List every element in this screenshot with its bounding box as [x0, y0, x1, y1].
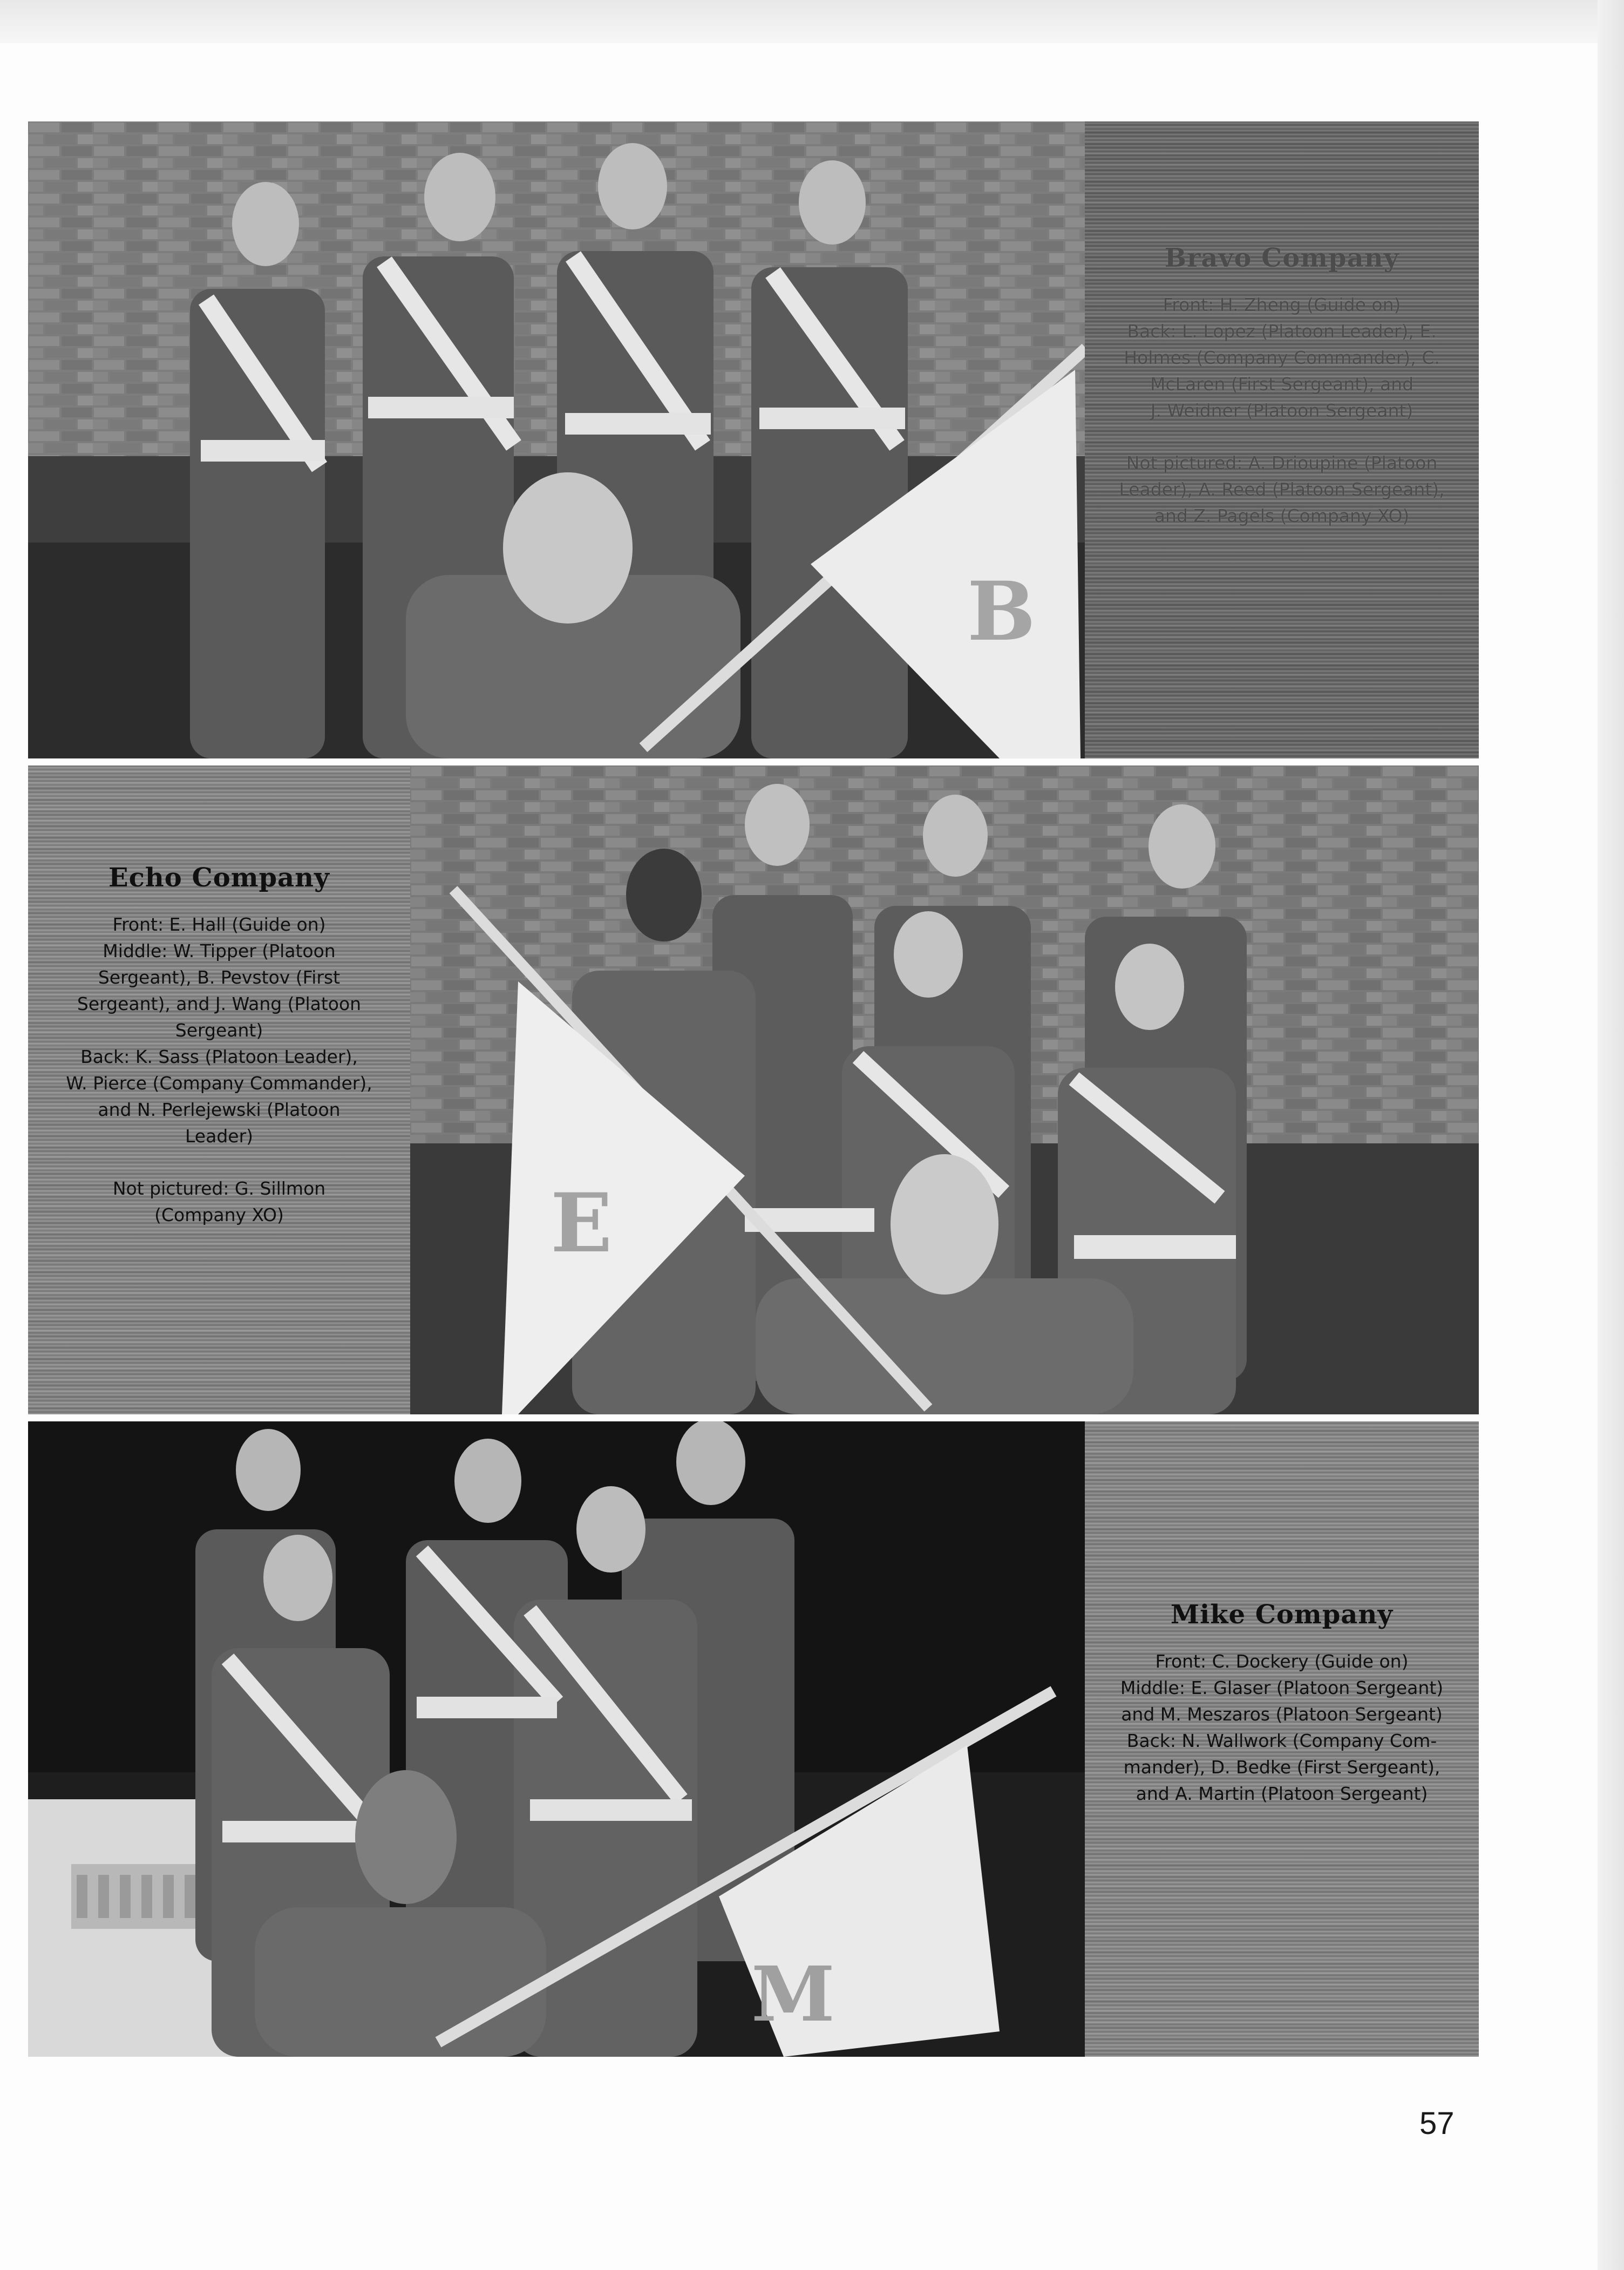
echo-guidon-letter: E	[551, 1176, 613, 1271]
caption-line: Front: E. Hall (Guide on)	[112, 914, 326, 935]
caption-line: J. Weidner (Platoon Sergeant)	[1150, 400, 1414, 421]
caption-line: Front: C. Dockery (Guide on)	[1155, 1651, 1409, 1672]
caption-line: Sergeant), B. Pevstov (First	[98, 967, 341, 988]
bravo-guidon-letter: B	[967, 564, 1036, 659]
scan-shadow-top	[0, 0, 1624, 43]
caption-line: (Company XO)	[154, 1204, 284, 1225]
caption-line: Holmes (Company Commander), C.	[1124, 347, 1440, 368]
caption-line: W. Pierce (Company Commander),	[66, 1073, 372, 1094]
caption-line: Sergeant)	[175, 1020, 263, 1041]
caption-line: Back: K. Sass (Platoon Leader),	[80, 1046, 358, 1067]
echo-company-photo	[410, 765, 1479, 1414]
mike-company-photo	[28, 1421, 1085, 2057]
caption-line: Middle: E. Glaser (Platoon Sergeant)	[1120, 1677, 1444, 1698]
caption-line: mander), D. Bedke (First Sergeant),	[1123, 1757, 1440, 1778]
caption-line: and M. Meszaros (Platoon Sergeant)	[1121, 1704, 1443, 1725]
caption-line: Back: N. Wallwork (Company Com-	[1126, 1730, 1437, 1751]
echo-company-heading: Echo Company	[108, 863, 330, 893]
caption-line: Back: L. Lopez (Platoon Leader), E.	[1127, 321, 1437, 342]
caption-line: Sergeant), and J. Wang (Platoon	[77, 993, 362, 1014]
caption-line: Leader), A. Reed (Platoon Sergeant),	[1119, 479, 1445, 500]
page-number: 57	[1419, 2106, 1455, 2141]
caption-line: Not pictured: G. Sillmon	[112, 1178, 326, 1199]
caption-line: Middle: W. Tipper (Platoon	[103, 940, 336, 961]
caption-line: Leader)	[185, 1126, 254, 1147]
bravo-company-heading: Bravo Company	[1164, 243, 1399, 273]
caption-line: Front: H. Zheng (Guide on)	[1163, 294, 1401, 315]
mike-caption-panel	[1085, 1421, 1479, 2057]
caption-line: Not pictured: A. Drioupine (Platoon	[1126, 452, 1438, 473]
mike-guidon-letter: M	[751, 1950, 835, 2039]
bravo-company-photo	[28, 121, 1085, 758]
echo-caption-panel	[28, 765, 410, 1414]
mike-company-heading: Mike Company	[1170, 1600, 1394, 1630]
scan-shadow-right	[1598, 0, 1624, 2270]
caption-line: and N. Perlejewski (Platoon	[98, 1099, 341, 1120]
caption-line: McLaren (First Sergeant), and	[1150, 374, 1414, 395]
bravo-caption-panel	[1085, 121, 1479, 758]
caption-line: and A. Martin (Platoon Sergeant)	[1136, 1783, 1428, 1804]
caption-line: and Z. Pagels (Company XO)	[1154, 505, 1410, 526]
